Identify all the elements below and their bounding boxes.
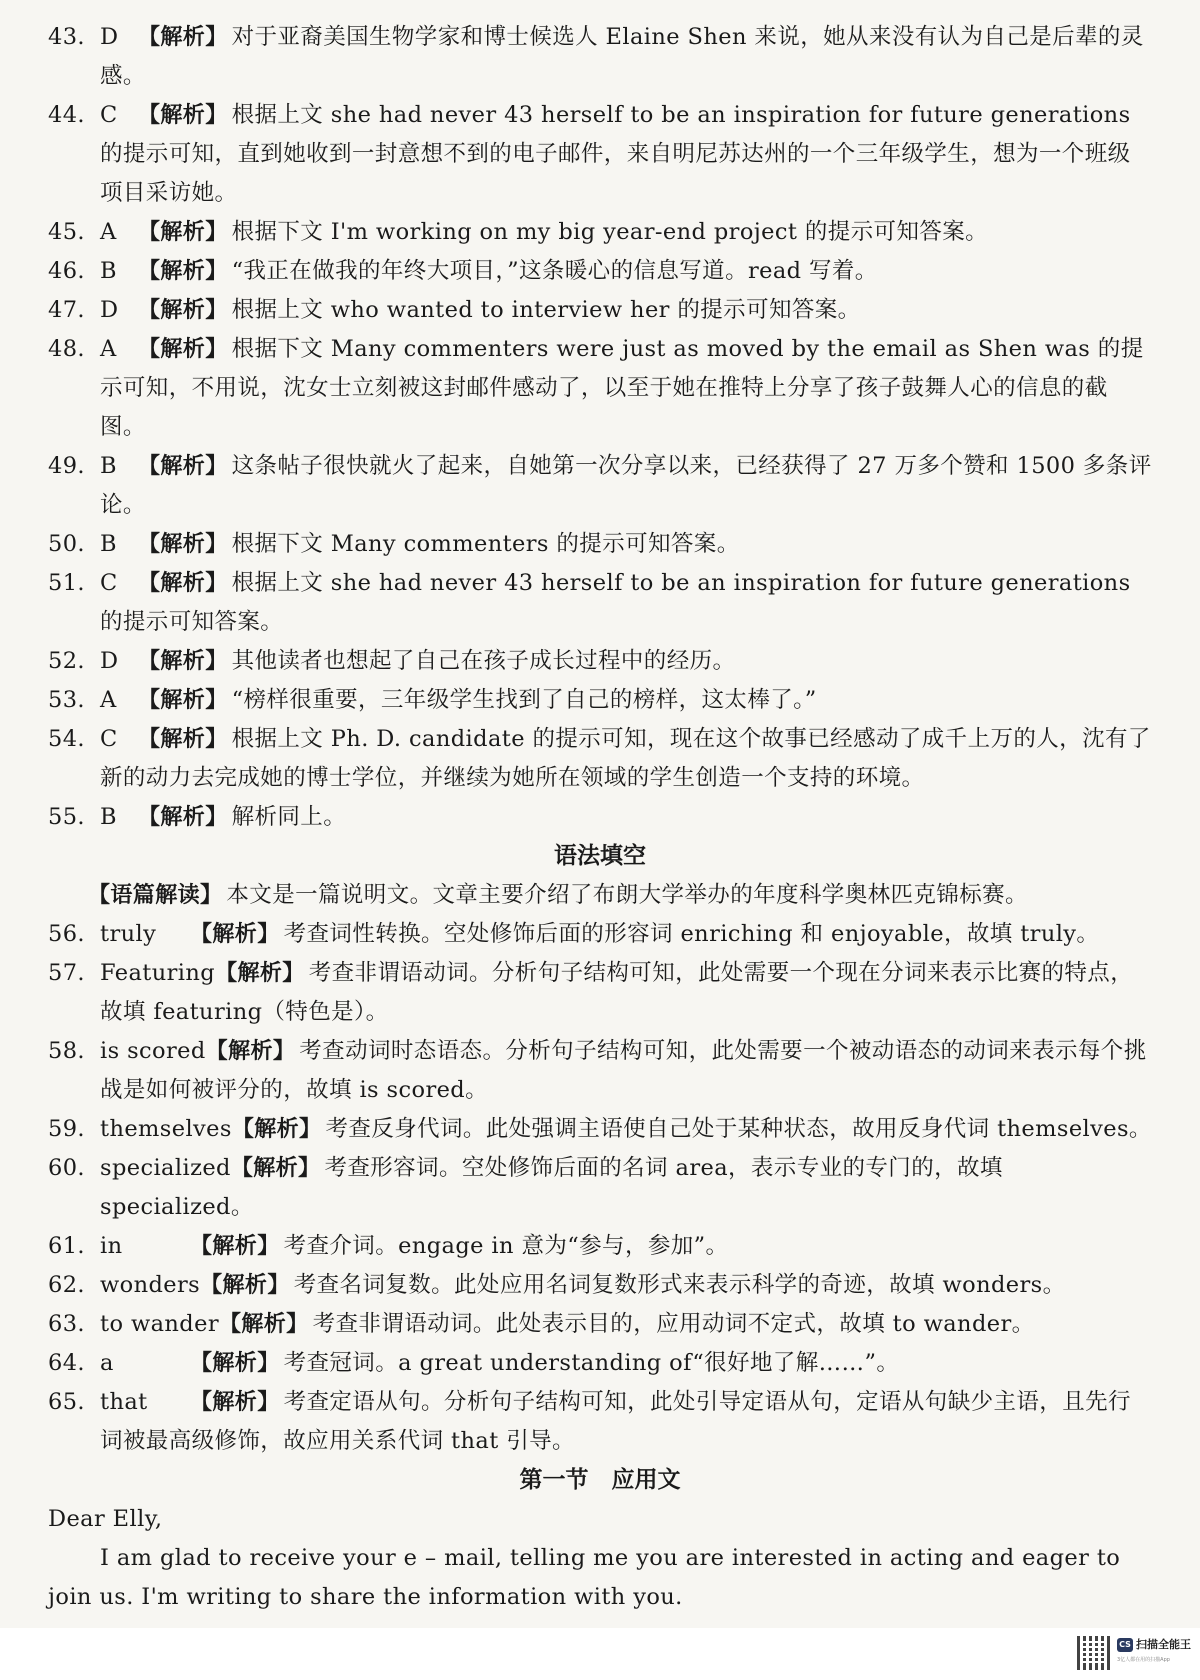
answer-item: [48, 252, 1152, 291]
scanner-app-tagline: 3亿人都在用的扫描App: [1117, 1657, 1170, 1663]
analysis-tag: 【解析】: [215, 961, 305, 986]
item-body: [100, 1149, 1152, 1227]
item-body: [100, 1032, 1152, 1110]
item-body: [100, 252, 1152, 291]
item-number: 63.: [48, 1311, 85, 1337]
item-body: [100, 954, 1152, 1032]
answer-item: [48, 1032, 1152, 1110]
answer-item: [48, 564, 1152, 642]
item-answer: B: [100, 258, 117, 284]
analysis-tag: 【解析】: [190, 1234, 280, 1259]
item-body: [100, 798, 1152, 837]
analysis-tag: 【解析】: [138, 25, 228, 50]
analysis-tag: 【解析】: [138, 532, 228, 557]
analysis-tag: 【解析】: [138, 688, 228, 713]
item-explanation: 根据下文 Many commenters 的提示可知答案。: [231, 531, 740, 557]
answer-item: [48, 291, 1152, 330]
item-answer: B: [100, 531, 117, 557]
scanner-app-name: 扫描全能王: [1136, 1638, 1191, 1651]
item-answer: to wander: [100, 1311, 219, 1337]
item-body: [100, 447, 1152, 525]
item-number: 44.: [48, 102, 85, 128]
letter-salutation: Dear Elly,: [48, 1506, 163, 1532]
analysis-tag: 【解析】: [138, 649, 228, 674]
item-number: 60.: [48, 1155, 85, 1181]
analysis-tag: 【解析】: [190, 1351, 280, 1376]
item-body: [100, 1110, 1152, 1149]
analysis-tag: 【解析】: [218, 1312, 309, 1337]
item-number: 50.: [48, 531, 85, 557]
item-body: [100, 330, 1152, 447]
item-body: [100, 525, 1152, 564]
analysis-tag: 【解析】: [138, 103, 228, 128]
item-body: [100, 720, 1152, 798]
item-number: 49.: [48, 453, 85, 479]
analysis-tag: 【解析】: [190, 1390, 280, 1415]
item-explanation: 考查动词时态语态。分析句子结构可知，此处需要一个被动语态的动词来表示每个挑战是如何被评分的，故填 is scored。: [100, 1038, 1147, 1103]
answer-item: [48, 447, 1152, 525]
answer-item: [48, 1344, 1152, 1383]
answer-item: [48, 798, 1152, 837]
item-explanation: 根据下文 I'm working on my big year-end project 的提示可知答案。: [231, 219, 989, 245]
item-answer: Featuring: [100, 960, 216, 986]
item-body: [100, 1344, 1152, 1383]
item-answer: D: [100, 648, 119, 674]
item-number: 45.: [48, 219, 85, 245]
item-answer: a: [100, 1350, 114, 1376]
answer-item: [48, 1227, 1152, 1266]
answer-item: [48, 681, 1152, 720]
item-explanation: 考查形容词。空处修饰后面的名词 area，表示专业的专门的，故填 specialized。: [100, 1155, 1003, 1220]
answer-item: [48, 525, 1152, 564]
answer-item: [48, 915, 1152, 954]
item-answer: A: [100, 219, 117, 245]
item-explanation: 其他读者也想起了自己在孩子成长过程中的经历。: [231, 648, 736, 674]
passage-intro: [48, 876, 1152, 915]
answer-item: [48, 96, 1152, 213]
item-body: [100, 681, 1152, 720]
item-number: 43.: [48, 24, 85, 50]
item-number: 58.: [48, 1038, 85, 1064]
intro-text: 本文是一篇说明文。文章主要介绍了布朗大学举办的年度科学奥林匹克锦标赛。: [226, 882, 1028, 908]
item-number: 54.: [48, 726, 85, 752]
answer-item: [48, 1383, 1152, 1461]
analysis-tag: 【解析】: [138, 805, 228, 830]
answer-item: [48, 642, 1152, 681]
analysis-tag: 【解析】: [138, 220, 228, 245]
item-explanation: “榜样很重要，三年级学生找到了自己的榜样，这太棒了。”: [231, 687, 817, 713]
analysis-tag: 【解析】: [138, 571, 228, 596]
answer-list-cloze: [48, 18, 1152, 837]
item-number: 64.: [48, 1350, 85, 1376]
item-explanation: 考查词性转换。空处修饰后面的形容词 enriching 和 enjoyable，故填 truly。: [283, 921, 1100, 947]
answer-item: [48, 1149, 1152, 1227]
section-title-grammar: 语法填空: [554, 843, 646, 869]
analysis-tag: 【解析】: [138, 337, 228, 362]
answer-item: [48, 720, 1152, 798]
item-number: 53.: [48, 687, 85, 713]
item-number: 61.: [48, 1233, 85, 1259]
item-answer: themselves: [100, 1116, 232, 1142]
item-answer: B: [100, 453, 117, 479]
item-number: 57.: [48, 960, 85, 986]
item-body: [100, 915, 1152, 954]
item-body: [100, 291, 1152, 330]
item-body: [100, 213, 1152, 252]
item-explanation: 根据上文 who wanted to interview her 的提示可知答案。: [231, 297, 861, 323]
intro-tag: 【语篇解读】: [88, 883, 223, 908]
answer-item: [48, 330, 1152, 447]
camscanner-logo-icon: CS: [1117, 1638, 1133, 1652]
item-body: [100, 1266, 1152, 1305]
item-explanation: 根据上文 she had never 43 herself to be an inspiration for future generations 的提示可知答案。: [100, 570, 1131, 635]
item-number: 62.: [48, 1272, 85, 1298]
item-answer: specialized: [100, 1155, 231, 1181]
item-body: [100, 1383, 1152, 1461]
item-number: 56.: [48, 921, 85, 947]
item-explanation: 考查非谓语动词。分析句子结构可知，此处需要一个现在分词来表示比赛的特点，故填 featuring（特色是）。: [100, 960, 1134, 1025]
item-body: [100, 1227, 1152, 1266]
answer-item: [48, 213, 1152, 252]
item-body: [100, 564, 1152, 642]
item-explanation: 解析同上。: [231, 804, 347, 830]
analysis-tag: 【解析】: [138, 454, 228, 479]
item-answer: A: [100, 336, 117, 362]
section-title-writing: 第一节 应用文: [519, 1467, 681, 1493]
item-explanation: 考查定语从句。分析句子结构可知，此处引导定语从句，定语从句缺少主语，且先行词被最高级修饰，故应用关系代词 that 引导。: [100, 1389, 1131, 1454]
item-answer: truly: [100, 921, 157, 947]
item-number: 51.: [48, 570, 85, 596]
item-explanation: 根据下文 Many commenters were just as moved by the email as Shen was 的提示可知，不用说，沈女士立刻被这封邮件感动了，以至于她在推特上分享了孩子鼓舞人心的信息的截图。: [100, 336, 1144, 440]
item-answer: is scored: [100, 1038, 206, 1064]
analysis-tag: 【解析】: [230, 1156, 321, 1181]
analysis-tag: 【解析】: [231, 1117, 322, 1142]
item-answer: D: [100, 24, 119, 50]
analysis-tag: 【解析】: [205, 1039, 296, 1064]
item-answer: in: [100, 1233, 123, 1259]
analysis-tag: 【解析】: [138, 298, 228, 323]
item-answer: C: [100, 726, 118, 752]
item-explanation: 根据上文 she had never 43 herself to be an inspiration for future generations 的提示可知，直到她收到一封意想不到的电子邮件，来自明尼苏达州的一个三年级学生，想为一个班级项目采访她。: [100, 102, 1131, 206]
item-answer: C: [100, 570, 118, 596]
item-explanation: 对于亚裔美国生物学家和博士候选人 Elaine Shen 来说，她从来没有认为自己是后辈的灵感。: [100, 24, 1144, 89]
item-answer: that: [100, 1389, 148, 1415]
item-explanation: “我正在做我的年终大项目，”这条暖心的信息写道。read 写着。: [231, 258, 878, 284]
item-explanation: 考查介词。engage in 意为“参与，参加”。: [283, 1233, 729, 1259]
item-answer: A: [100, 687, 117, 713]
analysis-tag: 【解析】: [138, 727, 228, 752]
answer-item: [48, 1266, 1152, 1305]
item-number: 47.: [48, 297, 85, 323]
analysis-tag: 【解析】: [190, 922, 280, 947]
qr-code-icon: [1077, 1636, 1111, 1670]
answer-item: [48, 1110, 1152, 1149]
item-explanation: 考查反身代词。此处强调主语使自己处于某种状态，故用反身代词 themselves。: [325, 1116, 1152, 1142]
item-body: [100, 18, 1152, 96]
answer-item: [48, 18, 1152, 96]
item-answer: wonders: [100, 1272, 201, 1298]
scanner-footer: [0, 1628, 1200, 1680]
item-number: 59.: [48, 1116, 85, 1142]
item-body: [100, 642, 1152, 681]
item-number: 65.: [48, 1389, 85, 1415]
item-explanation: 根据上文 Ph. D. candidate 的提示可知，现在这个故事已经感动了成千上万的人，沈有了新的动力去完成她的博士学位，并继续为她所在领域的学生创造一个支持的环境。: [100, 726, 1151, 791]
item-explanation: 考查冠词。a great understanding of“很好地了解……”。: [283, 1350, 900, 1376]
answer-list-grammar: [48, 915, 1152, 1461]
item-answer: B: [100, 804, 117, 830]
item-explanation: 考查名词复数。此处应用名词复数形式来表示科学的奇迹，故填 wonders。: [293, 1272, 1066, 1298]
letter-body: I am glad to receive your e – mail, telling me you are interested in acting and eager to join us. I'm writing to share the information with you.: [48, 1545, 1121, 1610]
item-explanation: 这条帖子很快就火了起来，自她第一次分享以来，已经获得了 27 万多个赞和 1500 多条评论。: [100, 453, 1152, 518]
answer-item: [48, 954, 1152, 1032]
item-number: 48.: [48, 336, 85, 362]
item-explanation: 考查非谓语动词。此处表示目的，应用动词不定式，故填 to wander。: [312, 1311, 1035, 1337]
analysis-tag: 【解析】: [138, 259, 228, 284]
item-body: [100, 96, 1152, 213]
item-number: 55.: [48, 804, 85, 830]
answer-item: [48, 1305, 1152, 1344]
item-answer: D: [100, 297, 119, 323]
item-number: 46.: [48, 258, 85, 284]
item-answer: C: [100, 102, 118, 128]
item-body: [100, 1305, 1152, 1344]
item-number: 52.: [48, 648, 85, 674]
analysis-tag: 【解析】: [200, 1273, 290, 1298]
